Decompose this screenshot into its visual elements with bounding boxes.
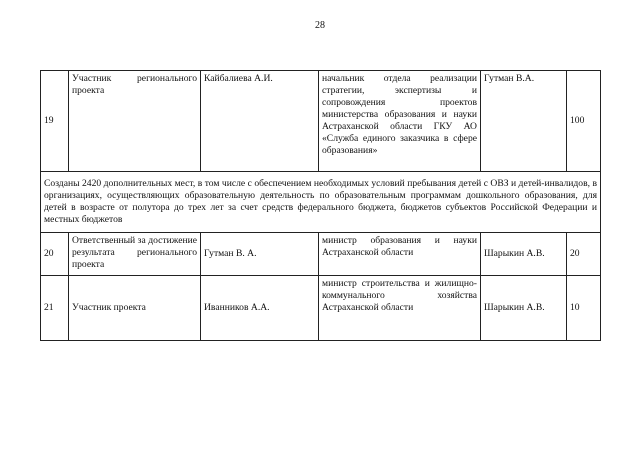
row-number: 21	[41, 276, 69, 341]
person-cell: Гутман В. А.	[201, 233, 319, 276]
table-row	[41, 71, 601, 172]
supervisor-cell: Шарыкин А.В.	[481, 233, 567, 276]
section-text: Созданы 2420 дополнительных мест, в том числе с обеспечением необходимых условий пребывания детей с ОВЗ и детей-инвалидов, в организациях, осуществляющих образовательную деятельность по образовательным программам дошкольного образования, для детей в возрасте от полутора до трех лет за счет средств федерального бюджета, бюджетов субъектов Российской Федерации и местных бюджетов	[41, 172, 601, 233]
role-cell: Участник проекта	[69, 276, 201, 341]
load-cell: 10	[567, 276, 601, 341]
load-cell: 100	[567, 71, 601, 172]
position-cell: министр образования и науки Астраханской области	[319, 233, 481, 276]
person-cell: Кайбалиева А.И.	[201, 71, 319, 172]
supervisor-cell: Шарыкин А.В.	[481, 276, 567, 341]
row-number: 20	[41, 233, 69, 276]
load-cell: 20	[567, 233, 601, 276]
person-cell: Иванников А.А.	[201, 276, 319, 341]
page-number: 28	[315, 20, 325, 31]
role-cell: Участник регионального проекта	[69, 71, 201, 172]
section-row	[41, 172, 601, 233]
table-row	[41, 233, 601, 276]
supervisor-cell: Гутман В.А.	[481, 71, 567, 172]
position-cell: начальник отдела реализации стратегии, экспертизы и сопровождения проектов министерства образования и науки Астраханской области ГКУ АО «Служба единого заказчика в сфере образования»	[319, 71, 481, 172]
role-cell: Ответственный за достижение результата регионального проекта	[69, 233, 201, 276]
table-row	[41, 276, 601, 341]
position-cell: министр строительства и жилищно-коммунального хозяйства Астраханской области	[319, 276, 481, 341]
project-roles-table	[40, 70, 601, 341]
row-number: 19	[41, 71, 69, 172]
